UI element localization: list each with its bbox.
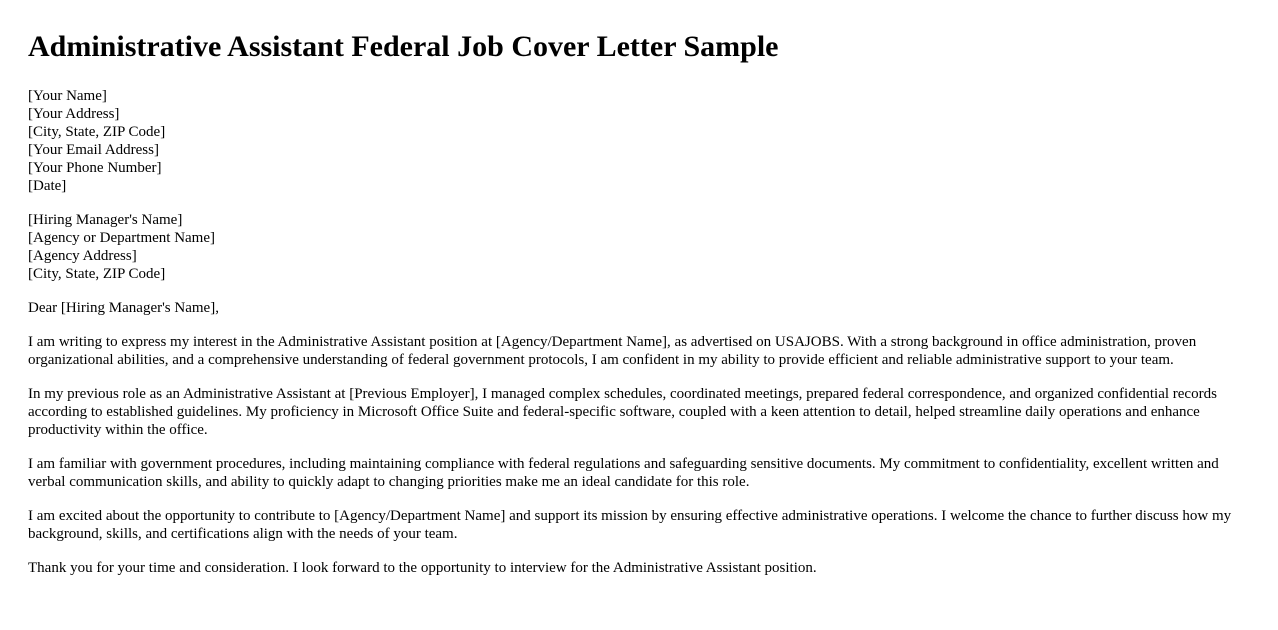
letter-date: [Date] — [28, 178, 67, 194]
sender-address-block — [28, 87, 1250, 195]
recipient-address: [Agency Address] — [28, 248, 137, 264]
recipient-city-state-zip: [City, State, ZIP Code] — [28, 266, 166, 282]
paragraph-intro: I am writing to express my interest in the Administrative Assistant position at [Agency/Department Name], as advertised on USAJOBS. With a strong background in office administration, proven organizational abilities, and a comprehensive understanding of federal government protocols, I am confident in my ability to provide efficient and reliable administrative support to your team. — [28, 334, 1197, 368]
sender-phone: [Your Phone Number] — [28, 160, 162, 176]
paragraph-motivation: I am excited about the opportunity to contribute to [Agency/Department Name] and support its mission by ensuring effective administrative operations. I welcome the chance to further discuss how my background, skills, and certifications align with the needs of your team. — [28, 508, 1232, 542]
salutation: Dear [Hiring Manager's Name], — [28, 300, 219, 316]
paragraph-experience: In my previous role as an Administrative Assistant at [Previous Employer], I managed complex schedules, coordinated meetings, prepared federal correspondence, and organized confidential records according to established guidelines. My proficiency in Microsoft Office Suite and federal-specific software, coupled with a keen attention to detail, helped streamline daily operations and enhance productivity within the office. — [28, 386, 1217, 438]
sender-city-state-zip: [City, State, ZIP Code] — [28, 124, 166, 140]
recipient-agency: [Agency or Department Name] — [28, 230, 216, 246]
paragraph-closing: Thank you for your time and consideration. I look forward to the opportunity to interview for the Administrative Assistant position. — [28, 560, 817, 576]
sender-address: [Your Address] — [28, 106, 120, 122]
sender-name: [Your Name] — [28, 88, 107, 104]
document-page — [0, 29, 1278, 577]
sender-email: [Your Email Address] — [28, 142, 159, 158]
paragraph-skills: I am familiar with government procedures, including maintaining compliance with federal regulations and safeguarding sensitive documents. My commitment to confidentiality, excellent written and verbal communication skills, and ability to quickly adapt to changing priorities make me an ideal candidate for this role. — [28, 456, 1219, 490]
recipient-address-block — [28, 211, 1250, 283]
page-title: Administrative Assistant Federal Job Cover Letter Sample — [28, 30, 779, 63]
recipient-name: [Hiring Manager's Name] — [28, 212, 183, 228]
